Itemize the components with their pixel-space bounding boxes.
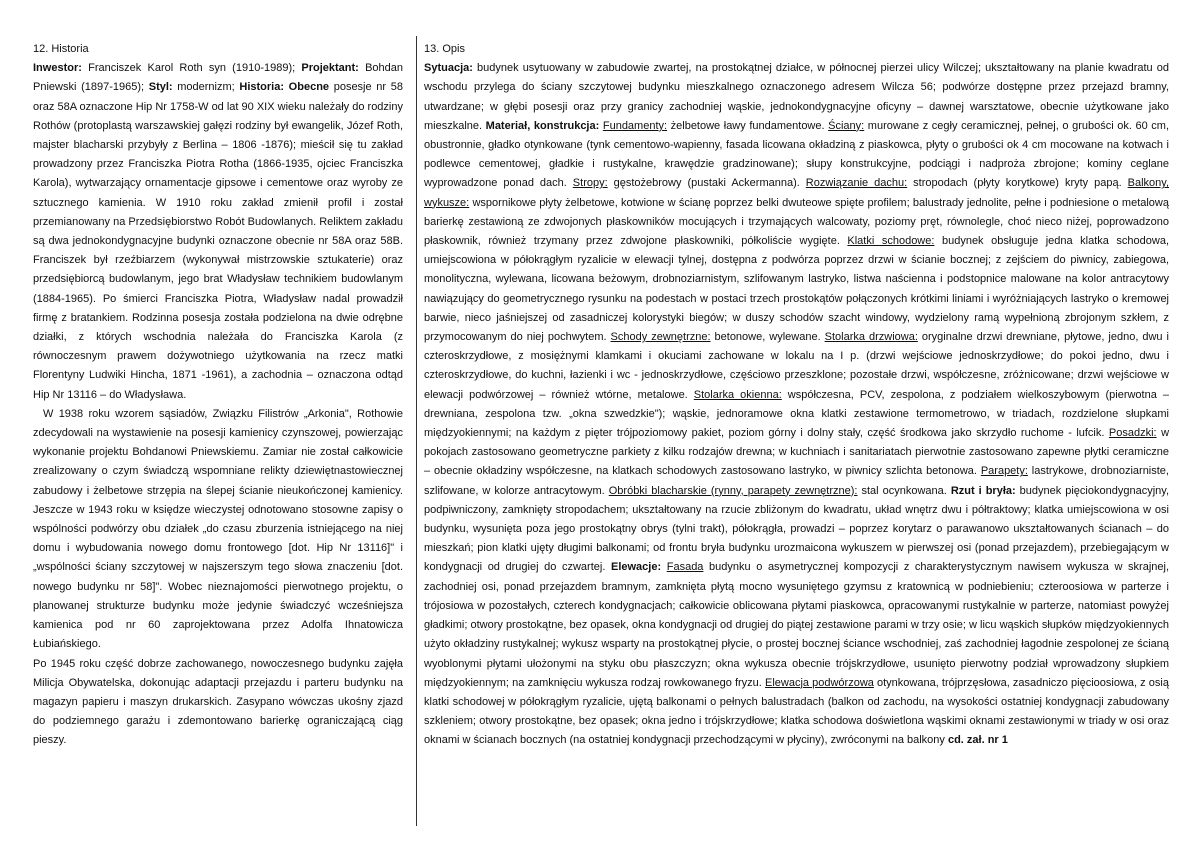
- text-run: Bohdan Pniewski (1897-1965);: [33, 62, 403, 94]
- text-run: stal ocynkowana.: [857, 484, 951, 497]
- underlined-label: Elewacja podwórzowa: [764, 676, 874, 689]
- underlined-label: Schody zewnętrzne:: [610, 331, 711, 344]
- underlined-label: Obróbki blacharskie (rynny, parapety zewnętrzne):: [608, 484, 858, 497]
- text-run: gęstożebrowy (pustaki Ackermanna).: [607, 177, 806, 190]
- text-run: budynek usytuowany w zabudowie zwartej, na prostokątnej działce, w północnej pierzei ulicy Wilczej; ukształtowany na planie kwadratu od wschodu przylega do ściany szczytowej budynku mieszkalnego oznaczonego adresem Wilcza 56; podwórze dostępne przez przejazd bramny, utwardzane; w głębi posesji oraz przy granicy zachodniej wąskie, jednokondygnacyjne oficyny – dawnej warsztatowe, obecnie użytkowane jako mieszkalne.: [424, 62, 1169, 132]
- description-column: [424, 40, 1169, 840]
- text-run: posesje nr 58 oraz 58A oznaczone Hip Nr 1758-W od lat 90 XIX wieku należały do rodziny Rothów (protoplastą warszawskiej gałęzi rodziny był ewangelik, Józef Roth, majster blacharski przybyły z Berlina – 1806 -1876); mieścił się tu zakład prowadzony przez Franciszka Piotra Rotha (1866-1935, ojciec Franciszka Karola), wytwarzający ornamentacje gipsowe i cementowe oraz wyroby ze sztucznego kamienia. W 1910 roku zakład zmienił profil i został przemianowany na Przedsiębiorstwo Robót Budowlanych. Reliktem zakładu są dwa jednokondygnacyjne budynki oznaczone obecnie nr 58A oraz 58B. Franciszek był rzeźbiarzem (wykonywał mistrzowskie sztukaterie) oraz przedsiębiorcą budowlanym, jego brat Władysław technikiem budowlanym (1884-1965). Po śmierci Franciszka Piotra, Władysław nadal prowadził firmę z bratankiem. Rodzinna posesja została podzielona na dwie odrębne działki, z których wschodnia należała do Franciszka Karola (z równoczesnym prawem dożywotniego użytkowania na rzecz matki Florentyny Ludwiki Hincha, 1871 -1961), a zachodnia – oznaczona odtąd Hip Nr 13116 – do Władysława.: [33, 81, 403, 401]
- underlined-label: Stolarka okienna:: [693, 388, 782, 401]
- text-run: budynku o asymetrycznej kompozycji z charakterystycznym nawisem wykusza w skrajnej, zachodniej osi, ponad przejazdem bramnym, zamknięta płytą mocno wysuniętego gzymsu z kratownicą w podniebieniu; czteroosiowa w parterze i trójosiowa w pozostałych, czterech kondygnacjach; całkowicie oblicowana płytami piaskowca, opracowanymi rustykalnie w parterze, natomiast powyżej gładkimi; otwory prostokątne, bez opasek, okna kondygnacji od drugiej do piątej zestawione parami w trzy osie; w licu wąskich słupków międzyokiennych użyto okładziny rustykalnej; wykusz wsparty na prostokątnej płycie, o prostej bocznej ściance wschodniej, zaś zachodniej łagodnie zespolonej ze ścianą wyoblonymi płytami ułożonymi na styku obu płaszczyzn; okna wykusza obecnie trójskrzydłowe, usunięto pierwotny podział wprowadzony słupkiem międzyokiennym; na zamknięciu wykusza rodzaj rowkowanego fryzu.: [424, 561, 1169, 689]
- text-run: stropodach (płyty korytkowe) kryty papą.: [907, 177, 1128, 190]
- bold-label: Elewacje:: [610, 561, 662, 574]
- text-run: otynkowana, trójprzęsłowa, zasadniczo pięcioosiowa, z osią klatki schodowej w półokrągłym ryzalicie, ujętą balkonami o pełnych balustradach (balkon od zachodu, na wysokości ostatniej kondygnacji zabudowany szkleniem; otwory prostokątne, bez opasek; okna jedno i trójskrzydłowe; klatka schodowa doświetlona wąskimi oknami zestawionymi w triady w osi oraz oknami w ścianach bocznych (na ostatniej kondygnacji przechodzącymi w płyciny), zwróconymi na balkony: [424, 676, 1169, 747]
- underlined-label: Klatki schodowe:: [847, 235, 935, 248]
- bold-label: Inwestor:: [33, 62, 82, 75]
- history-paragraph-3: Po 1945 roku część dobrze zachowanego, nowoczesnego budynku zajęła Milicja Obywatelska, dokonując adaptacji przejazdu i parteru budynku na magazyn papieru i maszyn drukarskich. Zasypano wówczas ukośny zjazd do podziemnego garażu i zdemontowano barierkę ograniczającą ciąg pieszy.: [33, 657, 403, 747]
- text-run: żelbetowe ławy fundamentowe.: [667, 119, 829, 132]
- text-run: modernizm;: [172, 81, 240, 94]
- underlined-label: Parapety:: [980, 465, 1028, 478]
- bold-label: Sytuacja:: [424, 62, 473, 75]
- text-run: w pokojach zastosowano geometryczne parkiety z kilku rodzajów drewna; w kuchniach i sanitariatach pierwotnie zastosowano zapewne płytki ceramiczne – obecnie okładziny współczesne, na klatkach schodowych zastosowano lastryko, w piwnicy szlichta betonowa.: [424, 427, 1169, 478]
- underlined-label: Rozwiązanie dachu:: [805, 177, 908, 190]
- history-paragraph-1: [33, 59, 403, 405]
- text-run: oryginalne drzwi drewniane, płytowe, jedno, dwu i czteroskrzydłowe, z mosiężnymi klamkami i okuciami zachowane w lokalu na I p. (drzwi wejściowe jednoskrzydłowe; do pokoi jedno, dwu i czteroskrzydłowe, do kuchni, łazienki i wc - jednoskrzydłowe, częściowo przeszklone; pozostałe drzwi, współczesne, zróżnicowane; drzwi wejściowe w elewacji podwórzowej – również wtórne, metalowe.: [424, 331, 1169, 401]
- history-column: [33, 40, 403, 840]
- text-run: betonowe, wylewane.: [710, 331, 825, 344]
- underlined-label: Stolarka drzwiowa:: [824, 331, 918, 344]
- text-run: murowane z cegły ceramicznej, pełnej, o grubości ok. 60 cm, obustronnie, gładko otynkowane (tynk cementowo-wapienny, fasada licowana okładziną z piaskowca, płyty o grubości ok 4 cm mocowane na kotwach i podlewce cementowej, gładkie i rustykalne, krawędzie gradzinowane); słupy konstrukcyjne, podciągi i nadproża zbrojone; kominy ceglane wyprowadzone ponad dach.: [424, 119, 1169, 190]
- bold-label: Rzut i bryła:: [950, 484, 1016, 497]
- text-run: współczesna, PCV, zespolona, z podziałem wielkoszybowym (pierwotna – drewniana, zespolona tzw. „okna szwedzkie"); wąskie, jednoramowe okna klatki zestawione termometrowo, w triadach, rozdzielone słupkami międzyokiennymi; na każdym z pięter trójpoziomowy pakiet, poziom górny i dolny stały, część środkowa jako skrzydło ruchome - lufcik.: [424, 388, 1169, 440]
- bold-label: cd. zał. nr 1: [947, 734, 1008, 747]
- text-run: Franciszek Karol Roth syn (1910-1989);: [81, 62, 302, 75]
- description-paragraph: [424, 59, 1169, 750]
- text-run: budynek pięciokondygnacyjny, podpiwniczony, zamknięty stropodachem; ukształtowany na rzucie zbliżonym do kwadratu, układ wnętrz dwu i półtraktowy; klatka umiejscowiona w osi budynku, wysunięta poza jego prostokątny obrys (tylni trakt), półokrągła, prowadzi – poprzez korytarz o parawanowo ukształtowanych ścianach – do mieszkań; pion klatki ujęty długimi balkonami; od frontu bryła budynku urozmaicona wykuszem w pierwszej osi (ponad przejazdem), przebiegającym w kondygnacji od drugiej do czwartej.: [424, 484, 1169, 574]
- description-heading: 13. Opis: [424, 43, 465, 55]
- column-divider: [416, 36, 417, 826]
- underlined-label: Balkony, wykusze:: [424, 177, 1169, 209]
- underlined-label: Stropy:: [572, 177, 608, 190]
- underlined-label: Fundamenty:: [602, 119, 668, 132]
- text-run: budynek obsługuje jedna klatka schodowa, umiejscowiona w półokrągłym ryzalicie w elewacji tylnej, dostępna z podwórza poprzez drzwi w ścianie bocznej; z zejściem do piwnicy, zabiegowa, monolityczna, wylewana, licowana beżowym, drobnoziarnistym, szlifowanym lastryko, listwa naścienna i podstopnice malowane na kolor antracytowy nawiązujący do geometrycznego rysunku na podestach w postaci trzech prostokątów połączonych krótkimi liniami i wyróżniających lastryko o kremowej barwie, nieco jaśniejszej od zasadniczej kolorystyki biegów; w duszy schodów szacht windowy, wydzielony ramą wypełnioną zbrojonym szkłem, z przymocowanym do niej pochwytem.: [424, 235, 1169, 344]
- bold-label: Materiał, konstrukcja:: [485, 119, 600, 132]
- underlined-label: Fasada: [666, 561, 704, 574]
- text-run: wspornikowe płyty żelbetowe, kotwione w ścianę poprzez belki dwuteowe spięte profilem; balustrady jednolite, pełne i podniesione o metalową barierkę zestawioną ze zdwojonych płaskowników mocujących i trzymających walcowaty, poziomy pręt, równolegle, choć nieco niżej, poprowadzono płaskownik, również trzymany przez zdwojone płaskowniki, półkoliście wygięte.: [424, 196, 1169, 248]
- history-paragraph-2: W 1938 roku wzorem sąsiadów, Związku Filistrów „Arkonia", Rothowie zdecydowali na wystawienie na posesji kamienicy czynszowej, powierzając wykonanie projektu Bohdanowi Pniewskiemu. Zamiar nie został całkowicie zrealizowany o czym świadczą wspomniane relikty dziewiętnastowiecznej zabudowy i żelbetowe strzępia na ślepej ścianie nieukończonej kamienicy. Jeszcze w 1943 roku w księdze wieczystej odnotowano stosowne zapisy o wspólności podwórzy obu działek „do czasu zburzenia istniejącego na niej domu i wybudowania nowego domu frontowego [dot. Hip Nr 13116]" i „wspólności ściany szczytowej w najszerszym tego słowa znaczeniu [dot. nowego budynku nr 58]". Wobec nieznajomości pierwotnego projektu, o planowanej strukturze budynku może jedynie świadczyć wcześniejsza kamienica pod nr 60 zaprojektowana przez Adolfa Ihnatowicza Łubiańskiego.: [33, 407, 403, 651]
- text-run: lastrykowe, drobnoziarniste, szlifowane, w kolorze antracytowym.: [424, 465, 1169, 497]
- bold-label: Historia: Obecne: [239, 81, 330, 94]
- history-heading: 12. Historia: [33, 43, 89, 55]
- bold-label: Styl:: [148, 81, 173, 94]
- bold-label: Projektant:: [301, 62, 359, 75]
- underlined-label: Ściany:: [828, 119, 865, 132]
- underlined-label: Posadzki:: [1108, 427, 1157, 440]
